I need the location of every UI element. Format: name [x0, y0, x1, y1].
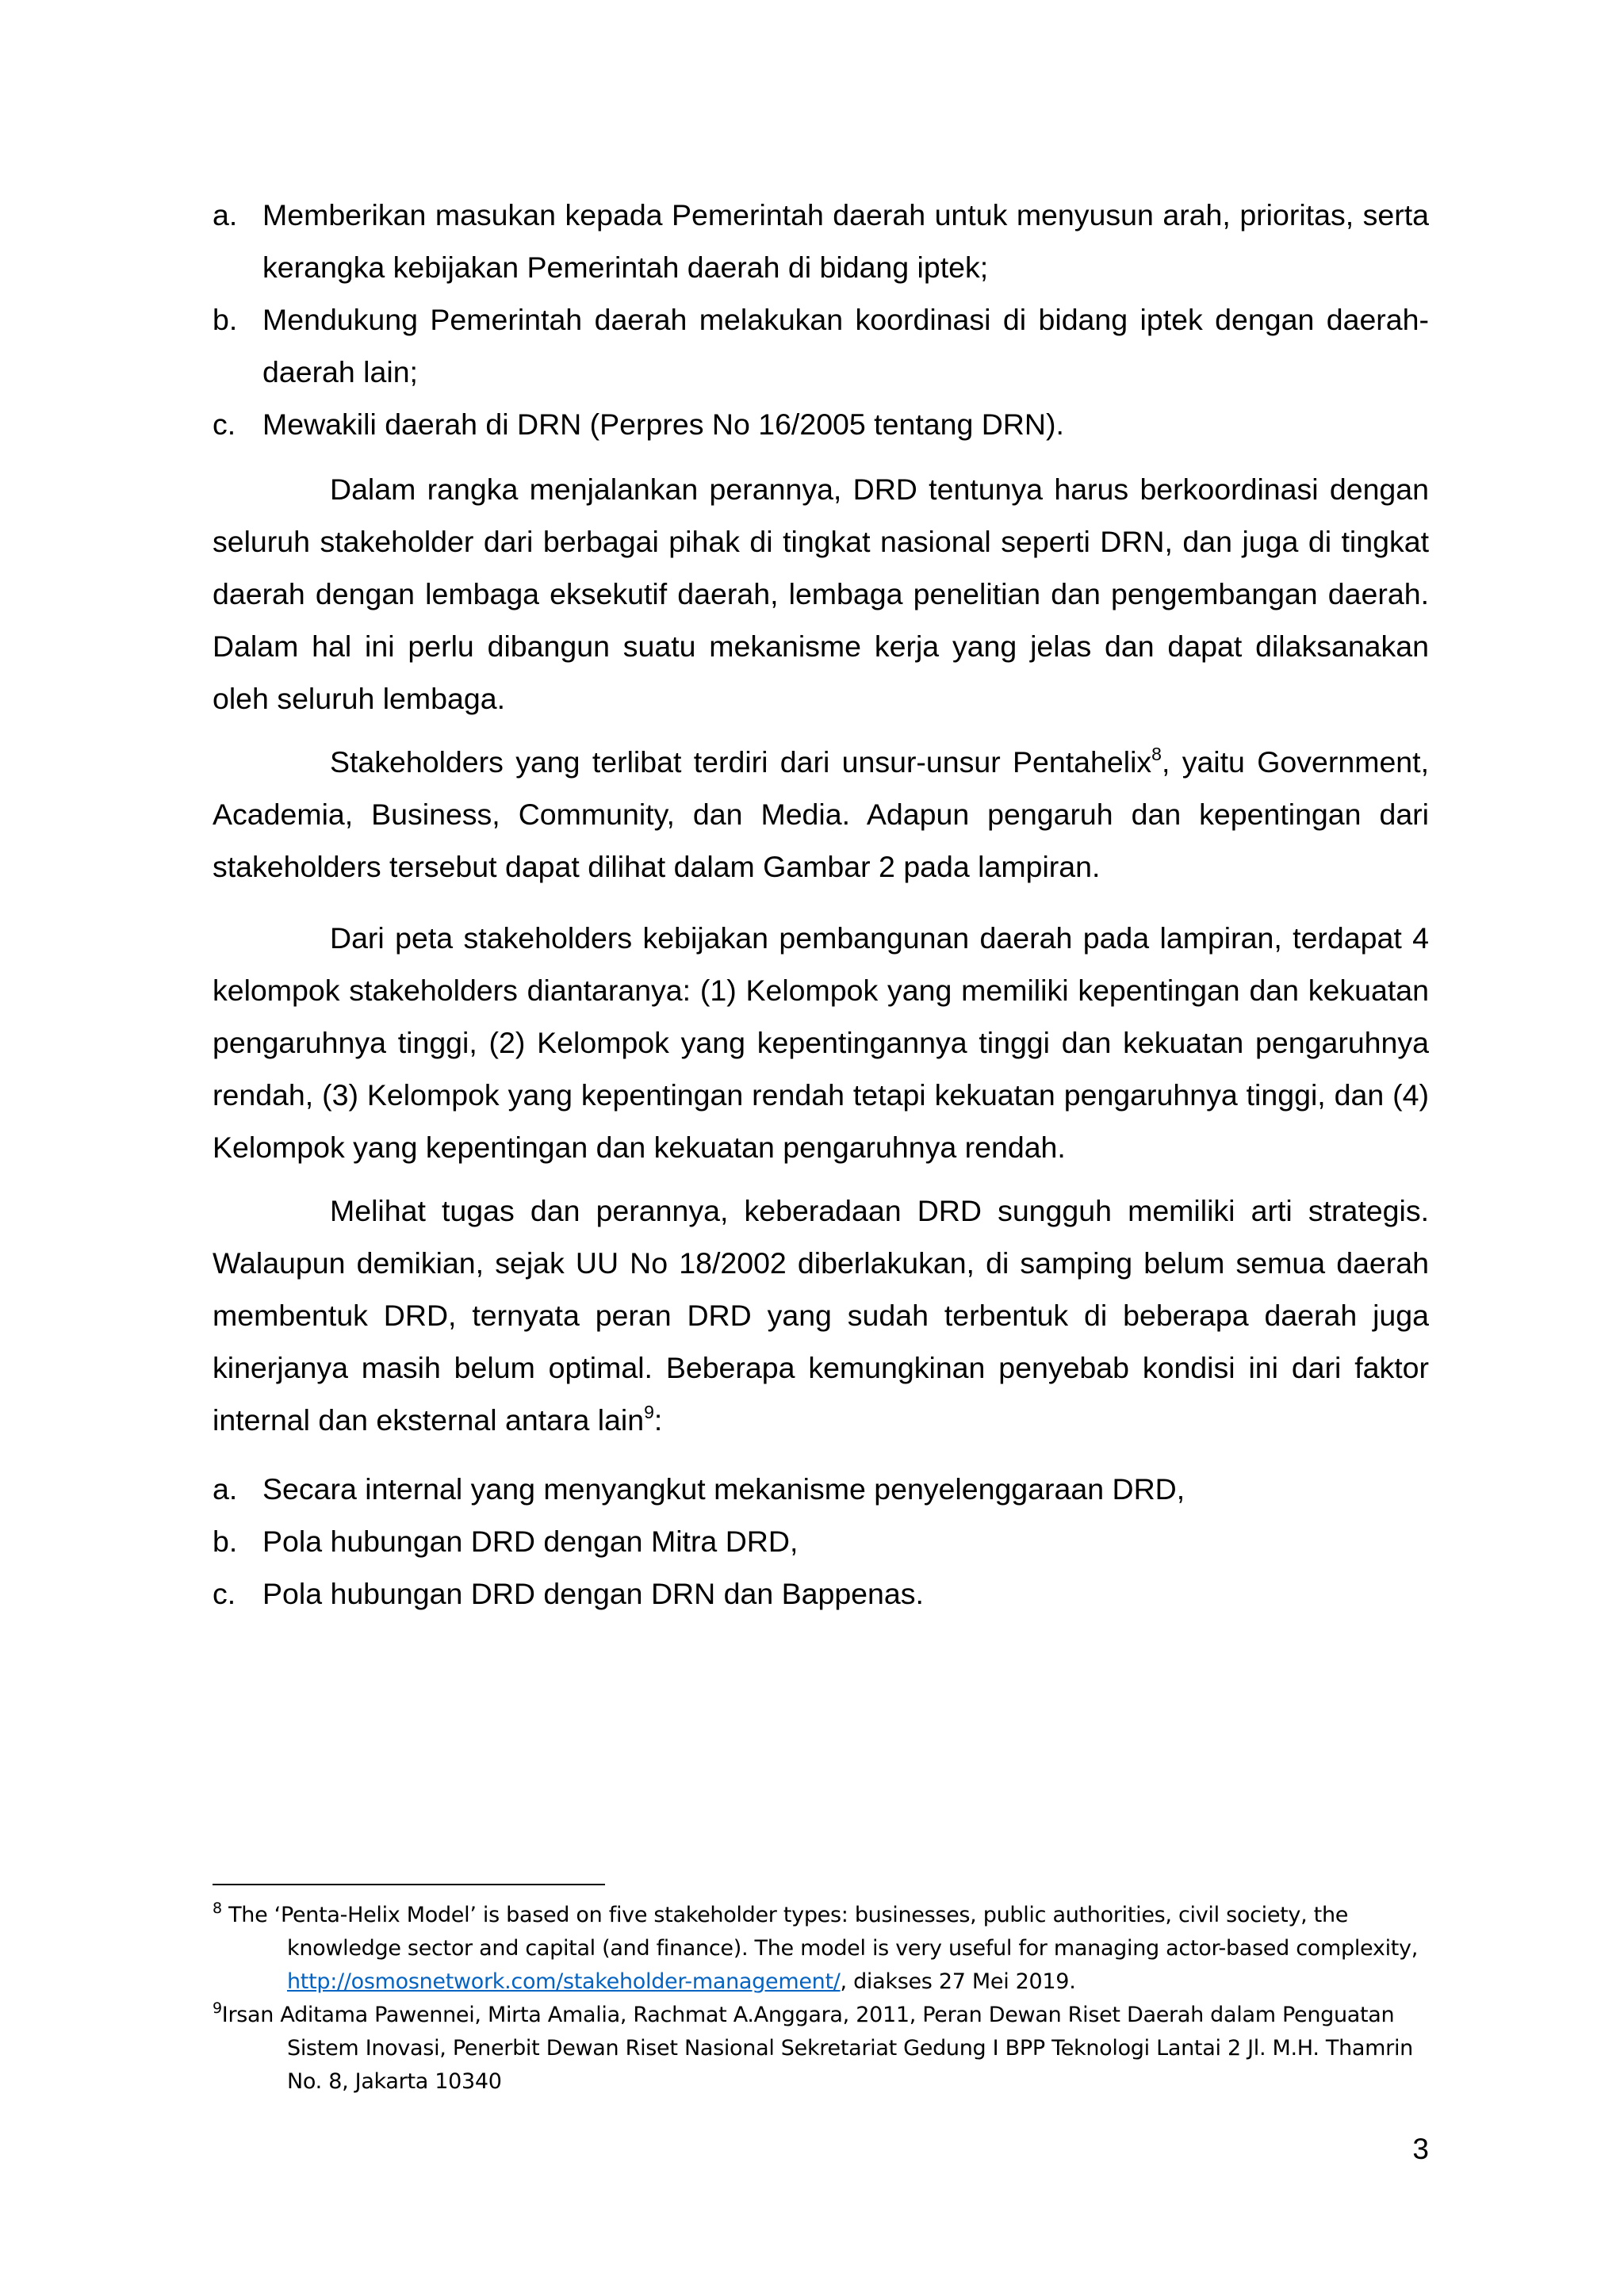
- footnote-number: 9: [213, 1999, 222, 2017]
- paragraph-stakeholder-groups: Dari peta stakeholders kebijakan pembangunan daerah pada lampiran, terdapat 4 kelompok stakeholders diantaranya: (1) Kelompok yang memiliki kepentingan dan kekuatan pengaruhnya tinggi, (2) Kelompok yang kepentingannya tinggi dan kekuatan pengaruhnya rendah, (3) Kelompok yang kepentingan rendah tetapi kekuatan pengaruhnya tinggi, dan (4) Kelompok yang kepentingan dan kekuatan pengaruhnya rendah.: [213, 921, 1429, 1164]
- list-item-text: Pola hubungan DRD dengan Mitra DRD,: [262, 1525, 799, 1558]
- list-item: [213, 189, 1429, 293]
- footnote-text: , diakses 27 Mei 2019.: [840, 1969, 1076, 1994]
- list-item-text: Memberikan masukan kepada Pemerintah daerah untuk menyusun arah, prioritas, serta kerangka kebijakan Pemerintah daerah di bidang iptek;: [262, 198, 1429, 284]
- factor-list: [213, 1463, 1429, 1620]
- list-item-text: Mendukung Pemerintah daerah melakukan koordinasi di bidang iptek dengan daerah-daerah lain;: [262, 303, 1429, 388]
- list-item: [213, 293, 1429, 398]
- footnotes: [213, 1899, 1429, 2099]
- footnote-8: [213, 1899, 1429, 1999]
- list-marker: c.: [213, 1577, 236, 1610]
- footnote-separator: [213, 1884, 605, 1885]
- paragraph-coordination: Dalam rangka menjalankan perannya, DRD tentunya harus berkoordinasi dengan seluruh stakeholder dari berbagai pihak di tingkat nasional seperti DRN, dan juga di tingkat daerah dengan lembaga eksekutif daerah, lembaga penelitian dan pengembangan daerah. Dalam hal ini perlu dibangun suatu mekanisme kerja yang jelas dan dapat dilaksanakan oleh seluruh lembaga.: [213, 473, 1429, 715]
- paragraph-pentahelix: [213, 736, 1429, 893]
- footnote-text: The ‘Penta-Helix Model’ is based on five stakeholder types: businesses, public authorities, civil society, the knowledge sector and capital (and finance). The model is very useful for managing actor-based complexity,: [221, 1903, 1419, 1961]
- footnote-number: 8: [213, 1900, 222, 1917]
- list-item-text: Secara internal yang menyangkut mekanisme penyelenggaraan DRD,: [262, 1472, 1185, 1506]
- list-marker: c.: [213, 408, 236, 441]
- list-item: [213, 1567, 1429, 1620]
- list-item: [213, 1463, 1429, 1515]
- page-number: 3: [1412, 2133, 1429, 2165]
- footnote-ref-9[interactable]: 9: [644, 1402, 654, 1422]
- paragraph-drd-role: [213, 1184, 1429, 1446]
- footnote-link[interactable]: http://osmosnetwork.com/stakeholder-management/: [287, 1969, 841, 1994]
- function-list: [213, 189, 1429, 450]
- paragraph-text: :: [653, 1403, 663, 1437]
- list-marker: a.: [213, 1472, 238, 1506]
- list-item: [213, 1515, 1429, 1567]
- footnote-ref-8[interactable]: 8: [1151, 744, 1162, 764]
- paragraph-text: Melihat tugas dan perannya, keberadaan DRD sungguh memiliki arti strategis. Walaupun demikian, sejak UU No 18/2002 diberlakukan, di samping belum semua daerah membentuk DRD, ternyata peran DRD yang sudah terbentuk di beberapa daerah juga kinerjanya masih belum optimal. Beberapa kemungkinan penyebab kondisi ini dari faktor internal dan eksternal antara lain: [213, 1194, 1429, 1437]
- footnote-text: Irsan Aditama Pawennei, Mirta Amalia, Rachmat A.Anggara, 2011, Peran Dewan Riset Daerah dalam Penguatan Sistem Inovasi, Penerbit Dewan Riset Nasional Sekretariat Gedung I BPP Teknologi Lantai 2 Jl. M.H. Thamrin No. 8, Jakarta 10340: [221, 2003, 1413, 2094]
- list-item: [213, 398, 1429, 450]
- footnote-9: [213, 1999, 1429, 2099]
- list-marker: b.: [213, 1525, 238, 1558]
- list-item-text: Pola hubungan DRD dengan DRN dan Bappenas.: [262, 1577, 924, 1610]
- list-marker: a.: [213, 198, 238, 232]
- list-marker: b.: [213, 303, 238, 336]
- paragraph-text: , yaitu Government, Academia, Business, Community, dan Media. Adapun pengaruh dan kepentingan dari stakeholders tersebut dapat dilihat dalam Gambar 2 pada lampiran.: [213, 745, 1429, 883]
- list-item-text: Mewakili daerah di DRN (Perpres No 16/2005 tentang DRN).: [262, 408, 1064, 441]
- paragraph-text: Stakeholders yang terlibat terdiri dari unsur-unsur Pentahelix: [330, 745, 1152, 779]
